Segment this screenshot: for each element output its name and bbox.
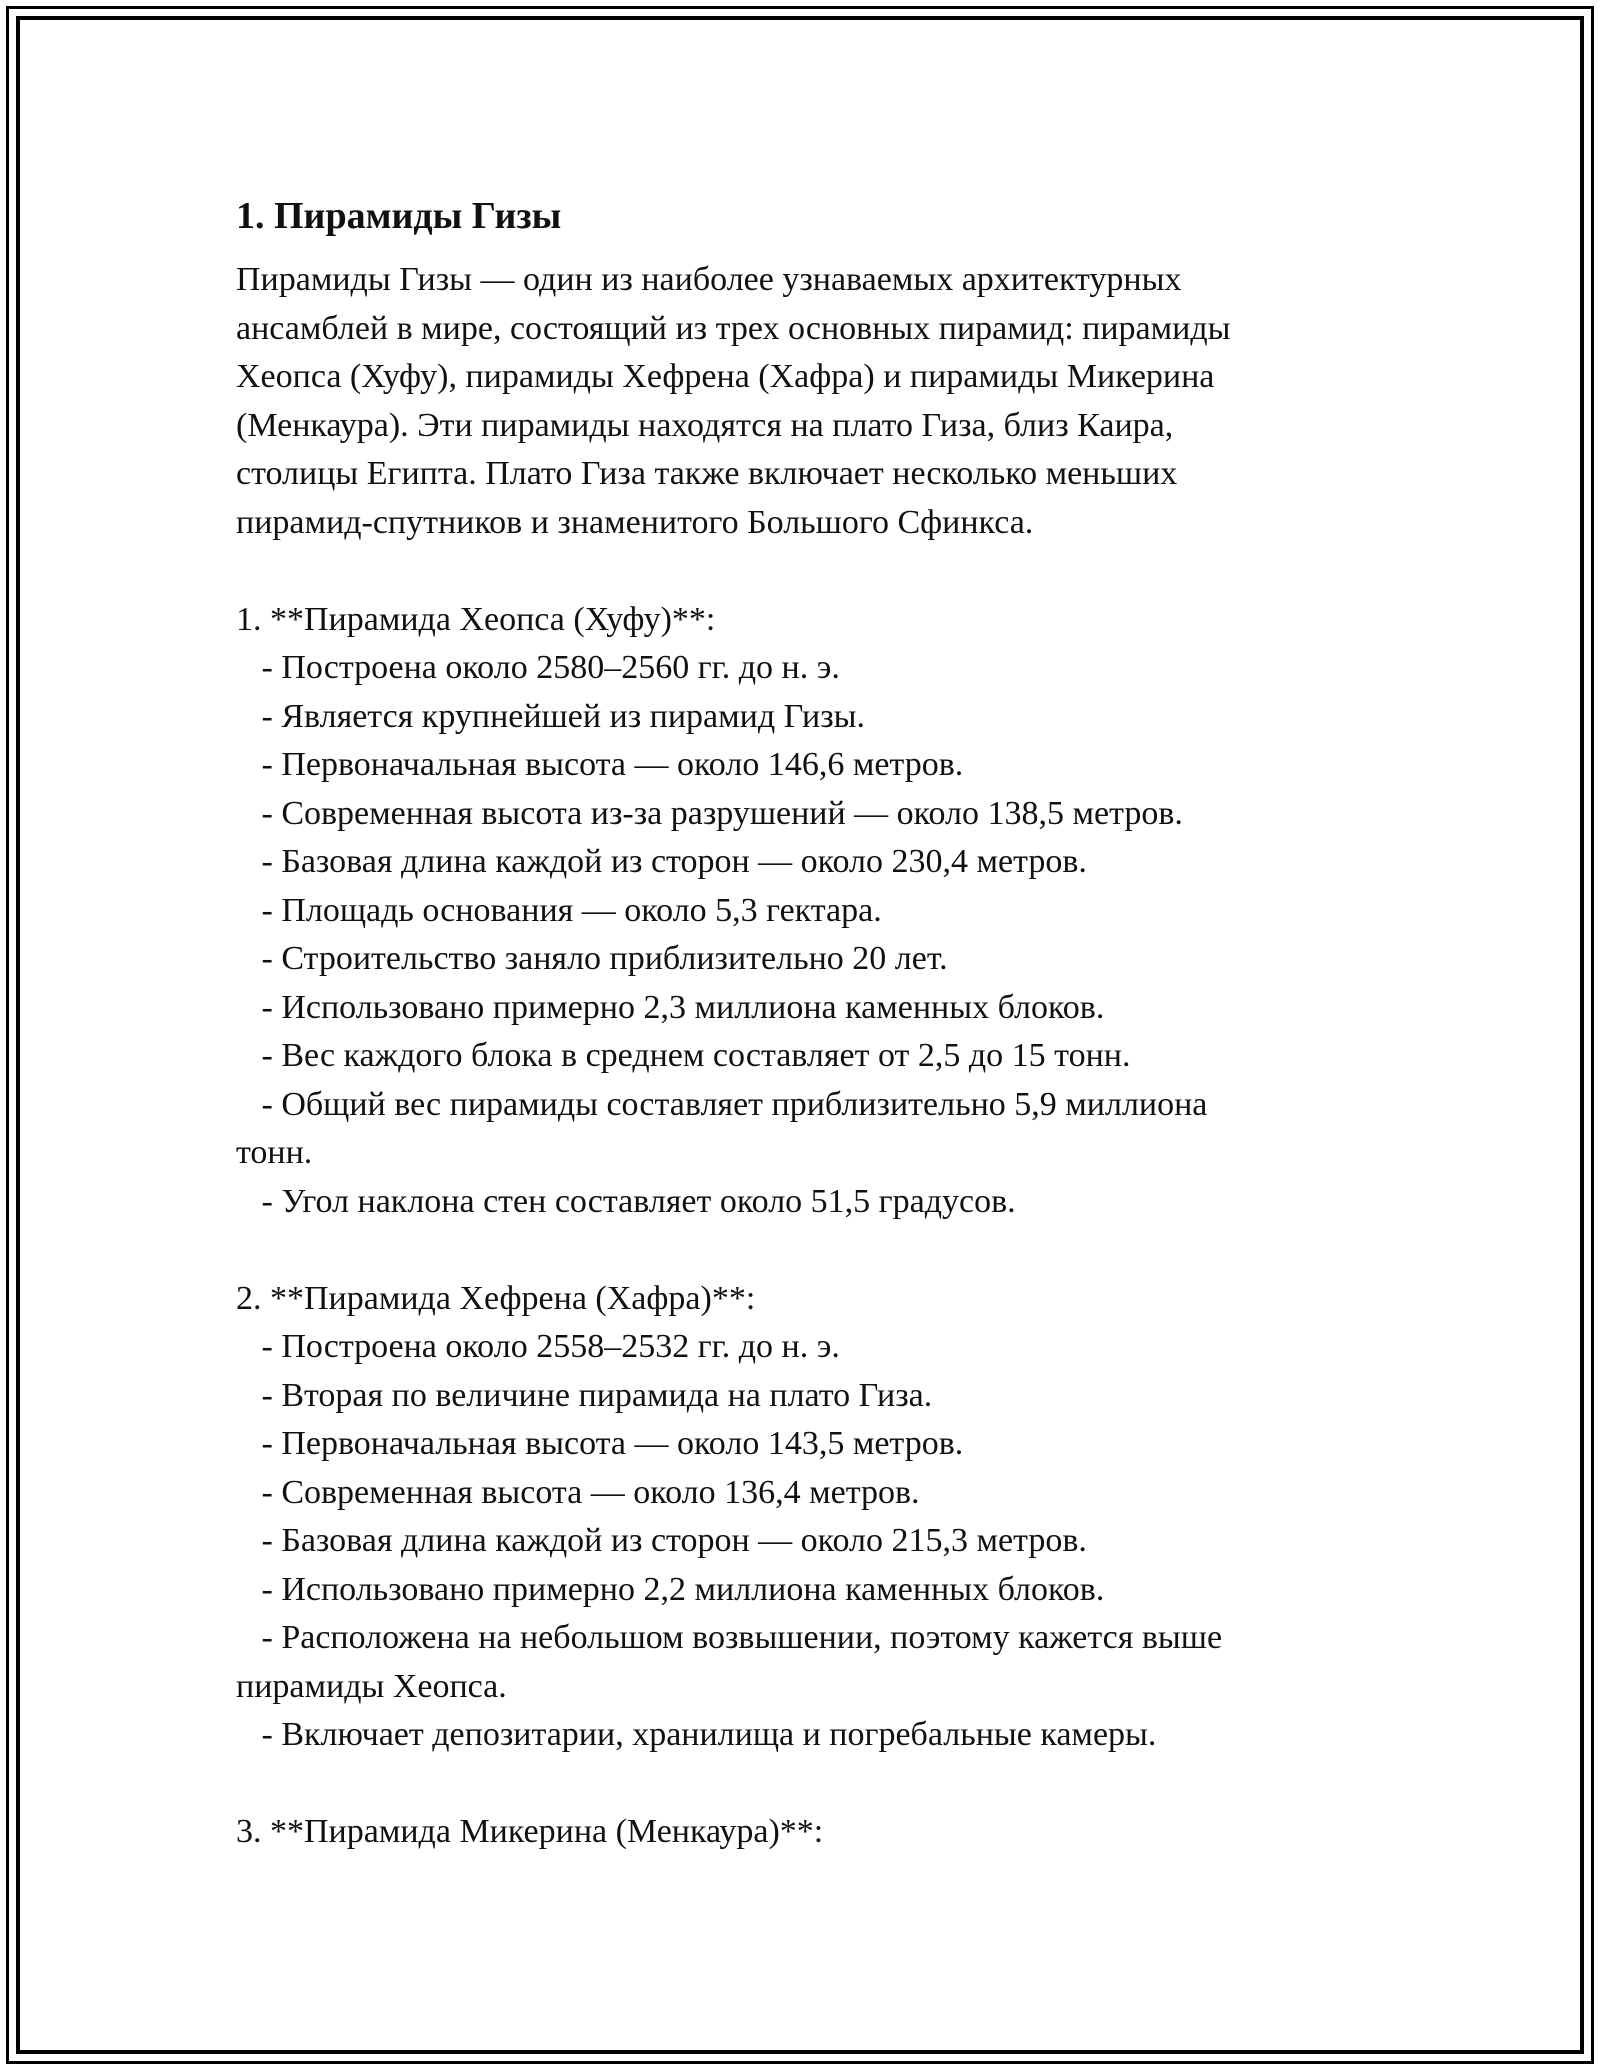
document-body <box>236 186 1396 1857</box>
pyramid-title: 3. **Пирамида Микерина (Менкаура)**: <box>236 1813 824 1850</box>
fact-line: - Включает депозитарии, хранилища и погребальные камеры. <box>236 1716 1157 1753</box>
section-heading: 1. Пирамиды Гизы <box>236 195 562 237</box>
intro-paragraph <box>236 256 1396 547</box>
blank-line <box>236 1760 1396 1809</box>
fact-line: - Базовая длина каждой из сторон — около 215,3 метров. <box>236 1522 1087 1559</box>
fact-line: - Современная высота — около 136,4 метров. <box>236 1473 920 1511</box>
fact-line: - Строительство заняло приблизительно 20 лет. <box>236 940 948 977</box>
fact-line: - Современная высота из-за разрушений — около 138,5 метров. <box>236 794 1183 832</box>
intro-line: Хеопса (Хуфу), пирамиды Хефрена (Хафра) и пирамиды Микерина <box>236 358 1215 395</box>
blank-line <box>236 1226 1396 1275</box>
pyramid-title: 1. **Пирамида Хеопса (Хуфу)**: <box>236 600 716 638</box>
fact-line: - Общий вес пирамиды составляет приблизительно 5,9 миллиона <box>236 1085 1208 1123</box>
fact-line: - Базовая длина каждой из сторон — около 230,4 метров. <box>236 843 1087 880</box>
intro-line: Пирамиды Гизы — один из наиболее узнаваемых архитектурных <box>236 261 1182 298</box>
fact-line: пирамиды Хеопса. <box>236 1667 507 1705</box>
fact-line: - Площадь основания — около 5,3 гектара. <box>236 891 882 929</box>
fact-line: - Первоначальная высота — около 143,5 метров. <box>236 1425 964 1462</box>
fact-line: - Угол наклона стен составляет около 51,5 градусов. <box>236 1182 1016 1220</box>
fact-line: тонн. <box>236 1134 313 1171</box>
fact-line: - Расположена на небольшом возвышении, поэтому кажется выше <box>236 1619 1223 1656</box>
pyramid-title: 2. **Пирамида Хефрена (Хафра)**: <box>236 1279 756 1317</box>
fact-line: - Использовано примерно 2,3 миллиона каменных блоков. <box>236 988 1105 1026</box>
pyramid-section-khafre <box>236 1275 1396 1760</box>
blank-line <box>236 547 1396 596</box>
fact-line: - Использовано примерно 2,2 миллиона каменных блоков. <box>236 1570 1105 1608</box>
intro-line: (Менкаура). Эти пирамиды находятся на плато Гиза, близ Каира, <box>236 406 1174 444</box>
fact-line: - Вес каждого блока в среднем составляет от 2,5 до 15 тонн. <box>236 1037 1131 1074</box>
intro-line: столицы Египта. Плато Гиза также включает несколько меньших <box>236 455 1178 492</box>
intro-line: ансамблей в мире, состоящий из трех основных пирамид: пирамиды <box>236 309 1231 347</box>
fact-line: - Первоначальная высота — около 146,6 метров. <box>236 746 964 783</box>
fact-line: - Построена около 2558–2532 гг. до н. э. <box>236 1328 840 1365</box>
pyramid-section-khufu <box>236 596 1396 1227</box>
fact-line: - Является крупнейшей из пирамид Гизы. <box>236 697 865 735</box>
fact-line: - Построена около 2580–2560 гг. до н. э. <box>236 649 840 686</box>
fact-line: - Вторая по величине пирамида на плато Гиза. <box>236 1376 933 1414</box>
intro-line: пирамид-спутников и знаменитого Большого Сфинкса. <box>236 503 1034 541</box>
pyramid-section-menkaure <box>236 1808 1396 1857</box>
